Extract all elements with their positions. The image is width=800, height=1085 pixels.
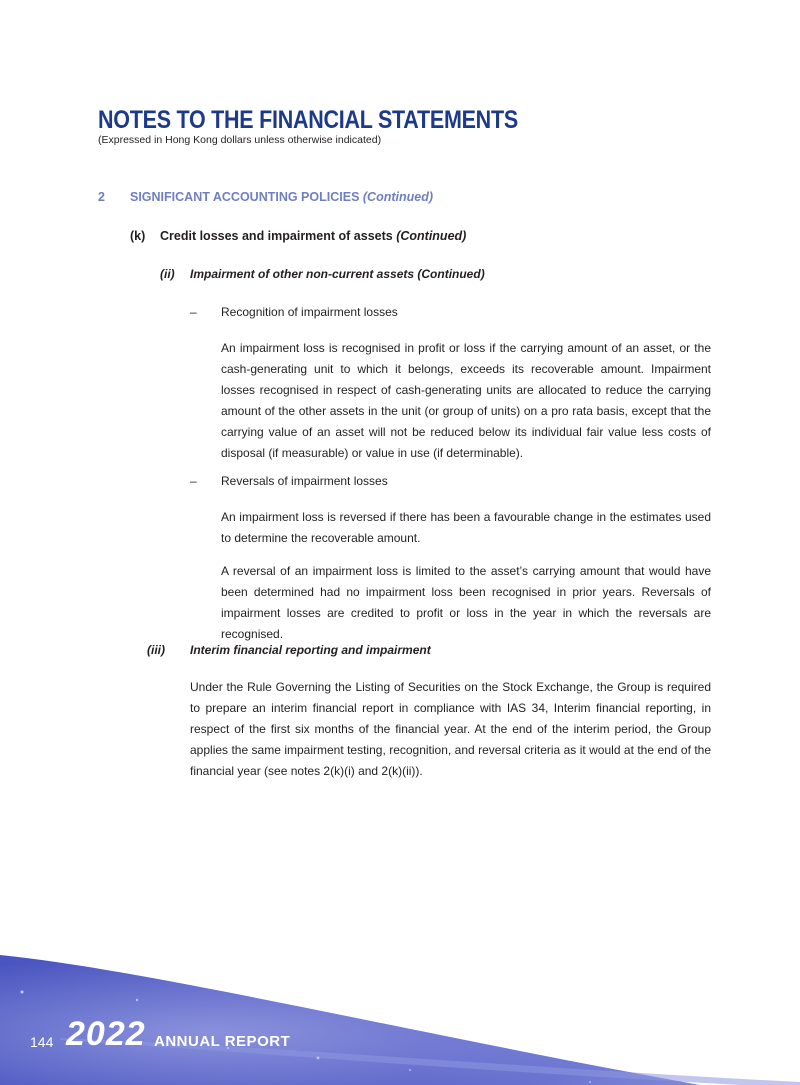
bullet-dash: – [190, 474, 197, 488]
subsection-k-continued: (Continued) [396, 229, 467, 243]
paragraph-recognition: An impairment loss is recognised in profit or loss if the carrying amount of an asset, or the cash-generating unit to which it belongs, exceeds its recoverable amount. Impairment losses recognised in respect of cash-generating units are allocated to reduce the carrying amount of the other assets in the unit (or group of units) on a pro rata basis, except that the carrying value of an asset will not be reduced below its individual fair value less costs of disposal (if measurable) or value in use (if determinable). [221, 341, 711, 460]
subsection-k-label: (k) [130, 229, 146, 243]
page-number: 144 [30, 1034, 54, 1050]
bullet-heading-reversals: Reversals of impairment losses [221, 474, 388, 488]
section-number: 2 [98, 190, 105, 204]
section-title-text: SIGNIFICANT ACCOUNTING POLICIES [130, 190, 360, 204]
subsection-k-heading [130, 229, 466, 243]
section-continued: (Continued) [362, 190, 434, 204]
page-title: NOTES TO THE FINANCIAL STATEMENTS [98, 106, 518, 134]
subsection-k-title: Credit losses and impairment of assets [160, 229, 393, 243]
item-iii-heading [147, 643, 431, 657]
footer-banner [0, 930, 800, 1085]
bullet-heading-recognition: Recognition of impairment losses [221, 305, 398, 319]
item-ii-title: Impairment of other non-current assets (Continued) [190, 267, 485, 281]
paragraph-interim: Under the Rule Governing the Listing of Securities on the Stock Exchange, the Group is required to prepare an interim financial report in compliance with IAS 34, Interim financial reporting, in respect of the first six months of the financial year. At the end of the interim period, the Group applies the same impairment testing, recognition, and reversal criteria as it would at the end of the financial year (see notes 2(k)(i) and 2(k)(ii)). [190, 680, 711, 778]
item-iii-label: (iii) [147, 643, 165, 657]
annual-report-label: ANNUAL REPORT [154, 1033, 291, 1050]
paragraph-reversals-1: An impairment loss is reversed if there has been a favourable change in the estimates used to determine the recoverable amount. [221, 510, 711, 545]
report-year: 2022 [66, 1015, 146, 1053]
section-title [130, 190, 433, 204]
item-iii-title: Interim financial reporting and impairment [190, 643, 431, 657]
item-ii-heading [160, 267, 485, 281]
page-subtitle: (Expressed in Hong Kong dollars unless otherwise indicated) [98, 134, 382, 146]
paragraph-reversals-2: A reversal of an impairment loss is limited to the asset’s carrying amount that would have been determined had no impairment loss been recognised in prior years. Reversals of impairment losses are credited to profit or loss in the year in which the reversals are recognised. [221, 564, 711, 641]
item-ii-label: (ii) [160, 267, 175, 281]
bullet-dash: – [190, 305, 197, 319]
